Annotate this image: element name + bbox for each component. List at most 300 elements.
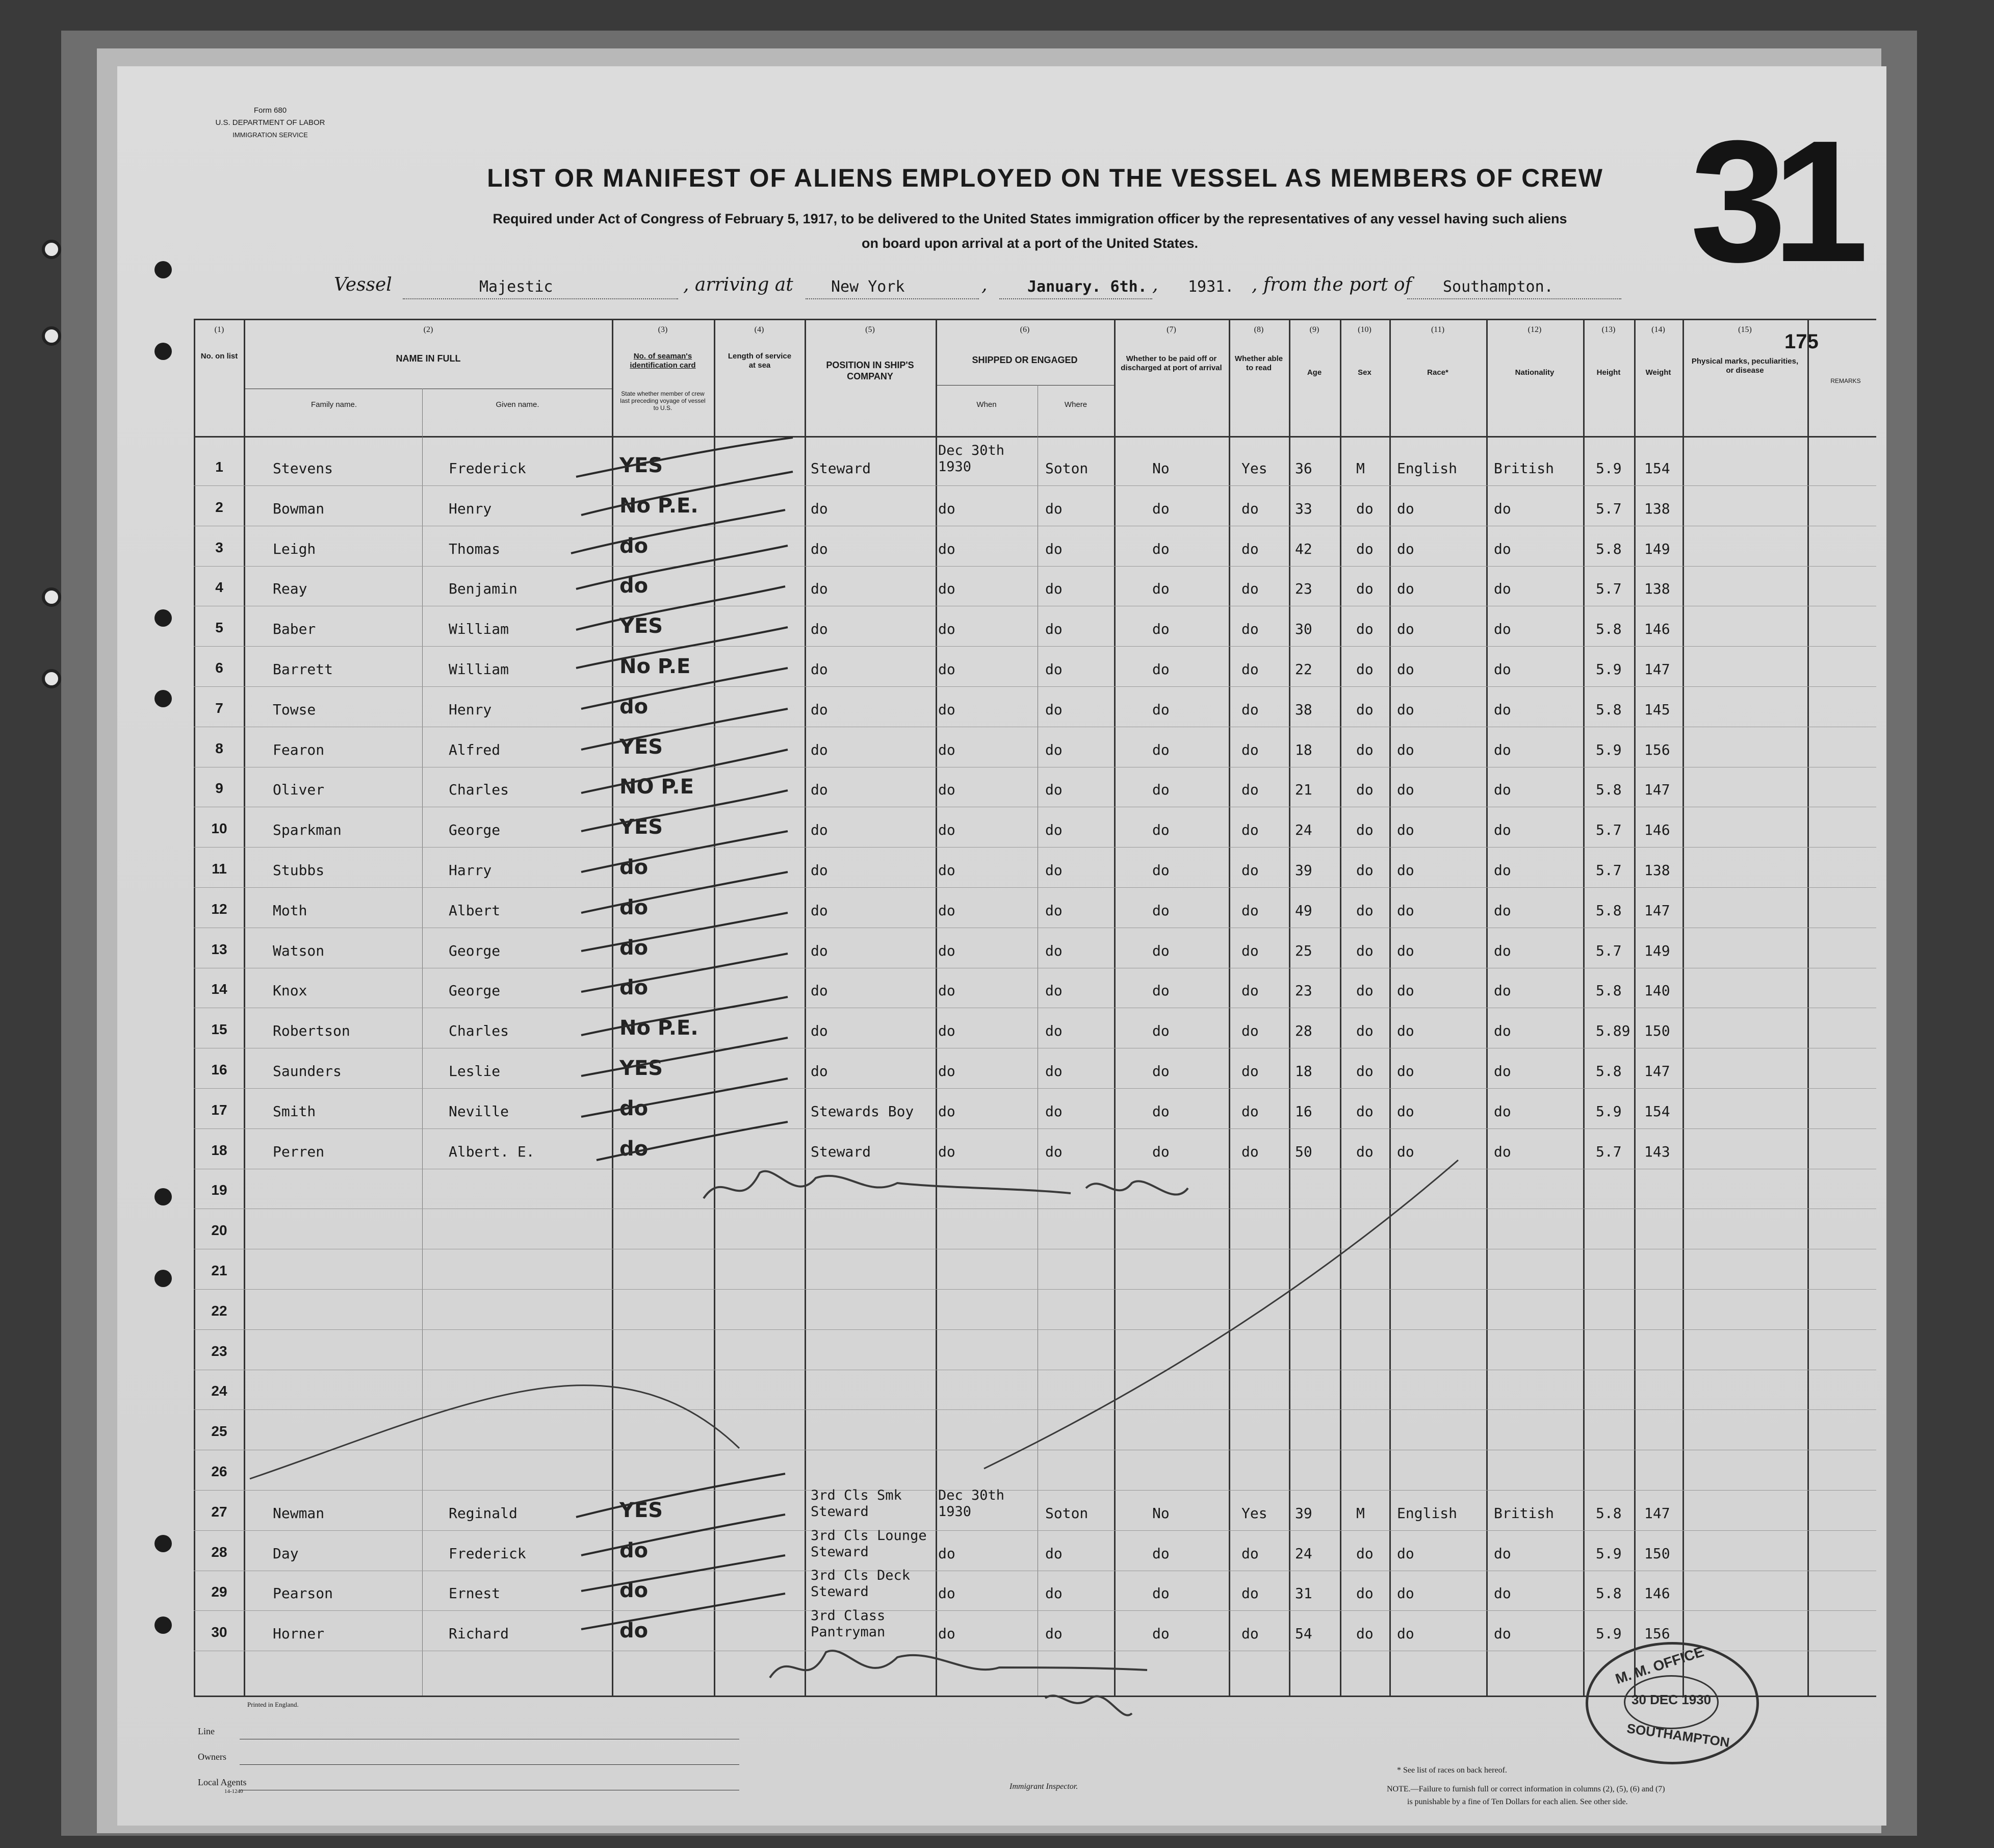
height-cell: 5.8 [1596, 781, 1622, 799]
col-4-header: Length of service at sea [728, 352, 792, 370]
col-3-note: State whether member of crew last preceding voyage of vessel to U.S. [620, 390, 706, 412]
weight-cell: 154 [1644, 1102, 1670, 1120]
age-cell: 24 [1295, 822, 1312, 839]
voyage-line: Vessel Majestic , arriving at New York , January. 6th. , 1931. , from the port of Southampton. [0, 0, 1994, 25]
position-cell: do [811, 902, 828, 919]
weight-cell: 145 [1644, 701, 1670, 718]
col-2b-header: Given name. [496, 400, 539, 409]
height-cell: 5.9 [1596, 1102, 1622, 1120]
given-name-cell: Charles [449, 781, 509, 799]
card-cell: do [619, 695, 649, 718]
col-13-number: (13) [1601, 325, 1616, 334]
col-9-number: (9) [1309, 325, 1319, 334]
shipped-where-cell: do [1045, 540, 1063, 557]
card-cell: do [619, 895, 649, 919]
position-cell: do [811, 942, 828, 959]
position-cell: Steward [811, 460, 871, 477]
nationality-cell: do [1494, 942, 1511, 959]
shipped-where-cell: do [1045, 1143, 1063, 1160]
owners-label: Owners [198, 1752, 226, 1762]
card-cell: YES [619, 1498, 663, 1522]
family-name-cell: Perren [273, 1143, 325, 1160]
row-number: 8 [215, 740, 223, 756]
position-cell: do [811, 701, 828, 718]
row-number: 19 [211, 1182, 227, 1198]
able-to-read-cell: do [1241, 982, 1259, 999]
height-cell: 5.9 [1596, 661, 1622, 678]
weight-cell: 143 [1644, 1143, 1670, 1160]
col-1-number: (1) [214, 325, 224, 334]
shipped-where-cell: do [1045, 822, 1063, 839]
sex-cell: do [1356, 1585, 1374, 1602]
nationality-cell: do [1494, 1022, 1511, 1040]
penalty-note-1: NOTE.—Failure to furnish full or correct information in columns (2), (5), (6) and (7) [1387, 1785, 1665, 1793]
age-cell: 36 [1295, 460, 1312, 477]
row-number: 18 [211, 1142, 227, 1158]
from-label: , from the port of [1252, 274, 1412, 295]
weight-cell: 146 [1644, 1585, 1670, 1602]
height-cell: 5.9 [1596, 460, 1622, 477]
nationality-cell: do [1494, 741, 1511, 758]
able-to-read-cell: do [1241, 741, 1259, 758]
sex-cell: do [1356, 741, 1374, 758]
row-number: 9 [215, 780, 223, 797]
weight-cell: 149 [1644, 540, 1670, 557]
able-to-read-cell: do [1241, 1022, 1259, 1040]
shipped-when-cell: do [938, 1063, 955, 1080]
paid-off-cell: do [1152, 540, 1170, 557]
position-cell: 3rd Cls Smk Steward [811, 1487, 902, 1520]
race-cell: do [1397, 540, 1414, 557]
row-number: 10 [211, 820, 227, 837]
nationality-cell: do [1494, 580, 1511, 598]
position-cell: do [811, 822, 828, 839]
col-12-number: (12) [1527, 325, 1542, 334]
nationality-cell: do [1494, 1545, 1511, 1562]
sex-cell: do [1356, 1022, 1374, 1040]
stamp-office: M. M. OFFICE [1613, 1643, 1706, 1687]
row-number: 16 [211, 1062, 227, 1077]
nationality-cell: do [1494, 1625, 1511, 1642]
height-cell: 5.8 [1596, 1504, 1622, 1522]
position-cell: do [811, 621, 828, 638]
sex-cell: do [1356, 500, 1374, 517]
nationality-cell: do [1494, 781, 1511, 799]
family-name-cell: Knox [273, 982, 307, 999]
shipped-where-cell: do [1045, 781, 1063, 799]
sex-cell: do [1356, 822, 1374, 839]
shipped-when-cell: do [938, 1625, 955, 1642]
given-name-cell: Albert. E. [449, 1143, 535, 1160]
weight-cell: 147 [1644, 661, 1670, 678]
weight-cell: 154 [1644, 460, 1670, 477]
position-cell: do [811, 1063, 828, 1080]
nationality-cell: do [1494, 982, 1511, 999]
family-name-cell: Barrett [273, 661, 333, 678]
row-number: 11 [212, 861, 227, 877]
sex-cell: do [1356, 862, 1374, 879]
shipped-where-cell: do [1045, 701, 1063, 718]
family-name-cell: Leigh [273, 540, 316, 557]
family-name-cell: Sparkman [273, 822, 342, 839]
age-cell: 18 [1295, 741, 1312, 758]
card-cell: No P.E. [619, 494, 698, 518]
card-cell: No P.E [619, 655, 691, 678]
page-title: LIST OR MANIFEST OF ALIENS EMPLOYED ON THE VESSEL AS MEMBERS OF CREW [487, 164, 1603, 192]
able-to-read-cell: do [1241, 822, 1259, 839]
given-name-cell: William [449, 661, 509, 678]
weight-cell: 147 [1644, 1504, 1670, 1522]
shipped-when-cell: do [938, 500, 955, 517]
shipped-when-cell: do [938, 1022, 955, 1040]
shipped-where-cell: do [1045, 902, 1063, 919]
paid-off-cell: do [1152, 621, 1170, 638]
family-name-cell: Stubbs [273, 862, 325, 879]
given-name-cell: Charles [449, 1022, 509, 1040]
height-cell: 5.8 [1596, 1063, 1622, 1080]
col-6b-header: Where [1064, 400, 1087, 409]
age-cell: 30 [1295, 621, 1312, 638]
race-cell: do [1397, 902, 1414, 919]
row-number: 25 [211, 1423, 227, 1440]
row-number: 12 [211, 901, 227, 917]
paid-off-cell: do [1152, 1063, 1170, 1080]
height-cell: 5.89 [1596, 1022, 1630, 1040]
race-cell: do [1397, 1022, 1414, 1040]
nationality-cell: do [1494, 701, 1511, 718]
race-cell: do [1397, 621, 1414, 638]
shipped-where-cell: do [1045, 580, 1063, 598]
race-cell: do [1397, 1625, 1414, 1642]
card-cell: YES [619, 454, 663, 477]
shipped-where-cell: do [1045, 741, 1063, 758]
sex-cell: M [1356, 1504, 1365, 1522]
able-to-read-cell: do [1241, 1063, 1259, 1080]
stamp-date: 30 DEC 1930 [1632, 1692, 1712, 1707]
shipped-when-cell: do [938, 540, 955, 557]
arrival-year: 1931. [1188, 278, 1234, 296]
col-6-header: SHIPPED OR ENGAGED [972, 355, 1078, 365]
paid-off-cell: do [1152, 1545, 1170, 1562]
shipped-where-cell: do [1045, 1625, 1063, 1642]
sheet-number: 31 [1690, 105, 1855, 298]
card-cell: YES [619, 614, 663, 638]
row-number: 24 [211, 1383, 227, 1399]
shipped-when-cell: do [938, 1102, 955, 1120]
height-cell: 5.9 [1596, 741, 1622, 758]
sex-cell: do [1356, 621, 1374, 638]
race-cell: do [1397, 781, 1414, 799]
col-5-number: (5) [865, 325, 875, 334]
age-cell: 23 [1295, 580, 1312, 598]
row-number: 14 [211, 981, 227, 997]
origin-port: Southampton. [1443, 278, 1553, 296]
row-number: 17 [211, 1101, 227, 1118]
row-number: 30 [211, 1624, 227, 1640]
able-to-read-cell: do [1241, 1545, 1259, 1562]
card-cell: NO P.E [619, 775, 694, 799]
position-cell: Steward [811, 1143, 871, 1160]
race-cell: do [1397, 1102, 1414, 1120]
agents-label: Local Agents [198, 1777, 247, 1787]
able-to-read-cell: Yes [1241, 460, 1267, 477]
weight-cell: 140 [1644, 982, 1670, 999]
height-cell: 5.8 [1596, 540, 1622, 557]
shipped-where-cell: do [1045, 1545, 1063, 1562]
shipped-when-cell: Dec 30th 1930 [938, 443, 1005, 475]
given-name-cell: Frederick [449, 460, 526, 477]
col-11-header: Race* [1427, 368, 1448, 377]
col-10-number: (10) [1358, 325, 1371, 334]
position-cell: do [811, 661, 828, 678]
height-cell: 5.8 [1596, 902, 1622, 919]
family-name-cell: Robertson [273, 1022, 350, 1040]
given-name-cell: Benjamin [449, 580, 517, 598]
given-name-cell: Henry [449, 500, 492, 517]
age-cell: 31 [1295, 1585, 1312, 1602]
sex-cell: do [1356, 942, 1374, 959]
height-cell: 5.7 [1596, 580, 1622, 598]
weight-cell: 147 [1644, 902, 1670, 919]
age-cell: 42 [1295, 540, 1312, 557]
shipped-when-cell: do [938, 822, 955, 839]
given-name-cell: Harry [449, 862, 492, 879]
sex-cell: do [1356, 1545, 1374, 1562]
card-cell: do [619, 1619, 649, 1643]
sex-cell: do [1356, 540, 1374, 557]
given-name-cell: Alfred [449, 741, 501, 758]
signature-marks [704, 1171, 1188, 1715]
sex-cell: M [1356, 460, 1365, 477]
shipped-where-cell: do [1045, 1102, 1063, 1120]
paid-off-cell: do [1152, 822, 1170, 839]
family-name-cell: Oliver [273, 781, 325, 799]
given-name-cell: Reginald [449, 1504, 517, 1522]
row-number: 5 [215, 620, 223, 636]
age-cell: 39 [1295, 1504, 1312, 1522]
card-cell: do [619, 534, 649, 558]
page-number: 175 [1784, 330, 1819, 353]
family-name-cell: Fearon [273, 741, 325, 758]
sex-cell: do [1356, 1063, 1374, 1080]
height-cell: 5.8 [1596, 982, 1622, 999]
penalty-note-2: is punishable by a fine of Ten Dollars for each alien. See other side. [1407, 1798, 1628, 1806]
nationality-cell: do [1494, 1143, 1511, 1160]
paid-off-cell: do [1152, 982, 1170, 999]
family-name-cell: Day [273, 1545, 299, 1562]
sex-cell: do [1356, 701, 1374, 718]
shipped-when-cell: Dec 30th 1930 [938, 1487, 1005, 1520]
nationality-cell: do [1494, 1063, 1511, 1080]
race-cell: do [1397, 1063, 1414, 1080]
position-cell: 3rd Cls Lounge Steward [811, 1527, 927, 1560]
given-name-cell: William [449, 621, 509, 638]
age-cell: 38 [1295, 701, 1312, 718]
row-number: 15 [211, 1021, 227, 1038]
paid-off-cell: do [1152, 942, 1170, 959]
family-name-cell: Smith [273, 1102, 316, 1120]
col-8-header: Whether able to read [1234, 354, 1283, 372]
stamp-port: SOUTHAMPTON [1625, 1721, 1731, 1750]
row-number: 28 [211, 1544, 227, 1560]
able-to-read-cell: do [1241, 1585, 1259, 1602]
age-cell: 22 [1295, 661, 1312, 678]
position-cell: do [811, 982, 828, 999]
row-number: 20 [211, 1222, 227, 1239]
position-cell: do [811, 862, 828, 879]
weight-cell: 147 [1644, 781, 1670, 799]
col-1-header: No. on list [200, 352, 238, 361]
card-cell: YES [619, 1057, 663, 1080]
row-number: 4 [215, 579, 223, 596]
race-cell: do [1397, 741, 1414, 758]
cancel-diagonal-lines [250, 1160, 1458, 1479]
col-11-number: (11) [1431, 325, 1445, 334]
row-number: 13 [211, 941, 227, 957]
sex-cell: do [1356, 1143, 1374, 1160]
remarks-header: REMARKS [1830, 377, 1861, 384]
shipped-where-cell: do [1045, 621, 1063, 638]
given-name-cell: Leslie [449, 1063, 501, 1080]
shipped-when-cell: do [938, 1143, 955, 1160]
row-number: 26 [211, 1464, 227, 1479]
race-cell: do [1397, 661, 1414, 678]
paid-off-cell: do [1152, 781, 1170, 799]
height-cell: 5.7 [1596, 862, 1622, 879]
col-12-header: Nationality [1515, 368, 1555, 377]
family-name-cell: Stevens [273, 460, 333, 477]
shipped-when-cell: do [938, 621, 955, 638]
arriving-label: , arriving at [683, 274, 793, 295]
paid-off-cell: do [1152, 902, 1170, 919]
col-13-header: Height [1596, 368, 1621, 377]
sex-cell: do [1356, 982, 1374, 999]
position-cell: 3rd Class Pantryman [811, 1608, 886, 1640]
col-15-header: Physical marks, peculiarities, or disease [1691, 357, 1799, 375]
paid-off-cell: No [1152, 1504, 1170, 1522]
age-cell: 23 [1295, 982, 1312, 999]
sex-cell: do [1356, 1102, 1374, 1120]
nationality-cell: do [1494, 1585, 1511, 1602]
weight-cell: 149 [1644, 942, 1670, 959]
given-name-cell: Albert [449, 902, 501, 919]
shipped-when-cell: do [938, 781, 955, 799]
height-cell: 5.7 [1596, 1143, 1622, 1160]
race-cell: English [1397, 1504, 1458, 1522]
given-name-cell: George [449, 982, 501, 999]
height-cell: 5.8 [1596, 701, 1622, 718]
inspector-label: Immigrant Inspector. [1009, 1782, 1078, 1791]
card-cell: No P.E. [619, 1016, 698, 1040]
able-to-read-cell: do [1241, 942, 1259, 959]
age-cell: 25 [1295, 942, 1312, 959]
weight-cell: 138 [1644, 862, 1670, 879]
height-cell: 5.8 [1596, 621, 1622, 638]
able-to-read-cell: do [1241, 500, 1259, 517]
position-cell: do [811, 500, 828, 517]
family-name-cell: Moth [273, 902, 307, 919]
printed-note: Printed in England. [247, 1701, 299, 1708]
shipped-when-cell: do [938, 982, 955, 999]
shipped-when-cell: do [938, 661, 955, 678]
shipped-where-cell: do [1045, 1022, 1063, 1040]
row-number: 23 [211, 1343, 227, 1359]
shipped-where-cell: do [1045, 982, 1063, 999]
card-cell: YES [619, 815, 663, 839]
weight-cell: 138 [1644, 500, 1670, 517]
race-cell: do [1397, 1545, 1414, 1562]
age-cell: 21 [1295, 781, 1312, 799]
age-cell: 28 [1295, 1022, 1312, 1040]
age-cell: 33 [1295, 500, 1312, 517]
weight-cell: 146 [1644, 822, 1670, 839]
col-14-header: Weight [1645, 368, 1671, 377]
able-to-read-cell: do [1241, 661, 1259, 678]
family-name-cell: Bowman [273, 500, 325, 517]
col-10-header: Sex [1358, 368, 1371, 377]
nationality-cell: do [1494, 621, 1511, 638]
shipped-where-cell: Soton [1045, 1504, 1089, 1522]
weight-cell: 138 [1644, 580, 1670, 598]
age-cell: 49 [1295, 902, 1312, 919]
card-cell: do [619, 1096, 649, 1120]
sex-cell: do [1356, 1625, 1374, 1642]
nationality-cell: do [1494, 1102, 1511, 1120]
race-cell: do [1397, 1143, 1414, 1160]
able-to-read-cell: do [1241, 540, 1259, 557]
nationality-cell: British [1494, 1504, 1555, 1522]
paid-off-cell: do [1152, 1022, 1170, 1040]
col-15-number: (15) [1738, 325, 1752, 334]
given-name-cell: Neville [449, 1102, 509, 1120]
position-cell: do [811, 741, 828, 758]
shipped-when-cell: do [938, 902, 955, 919]
shipped-where-cell: Soton [1045, 460, 1089, 477]
height-cell: 5.9 [1596, 1545, 1622, 1562]
shipped-when-cell: do [938, 580, 955, 598]
card-cell: do [619, 574, 649, 598]
able-to-read-cell: do [1241, 701, 1259, 718]
able-to-read-cell: do [1241, 621, 1259, 638]
paid-off-cell: do [1152, 580, 1170, 598]
height-cell: 5.7 [1596, 942, 1622, 959]
family-name-cell: Pearson [273, 1585, 333, 1602]
line-label: Line [198, 1726, 215, 1736]
given-name-cell: George [449, 942, 501, 959]
card-cell: do [619, 976, 649, 1000]
col-6-number: (6) [1020, 325, 1030, 334]
nationality-cell: do [1494, 540, 1511, 557]
col-2-header: NAME IN FULL [396, 353, 461, 364]
col-2-number: (2) [423, 325, 433, 334]
able-to-read-cell: do [1241, 1102, 1259, 1120]
nationality-cell: British [1494, 460, 1555, 477]
weight-cell: 156 [1644, 741, 1670, 758]
card-column-strike-lines [571, 438, 793, 1629]
race-cell: do [1397, 580, 1414, 598]
paid-off-cell: do [1152, 1625, 1170, 1642]
able-to-read-cell: do [1241, 781, 1259, 799]
col-3-number: (3) [658, 325, 668, 334]
arrival-date: January. 6th. [1027, 278, 1147, 296]
sex-cell: do [1356, 781, 1374, 799]
col-6a-header: When [976, 400, 997, 409]
age-cell: 50 [1295, 1143, 1312, 1160]
shipped-where-cell: do [1045, 661, 1063, 678]
col-5-header: POSITION IN SHIP'S COMPANY [826, 360, 914, 381]
shipped-where-cell: do [1045, 942, 1063, 959]
col-2a-header: Family name. [310, 400, 357, 409]
